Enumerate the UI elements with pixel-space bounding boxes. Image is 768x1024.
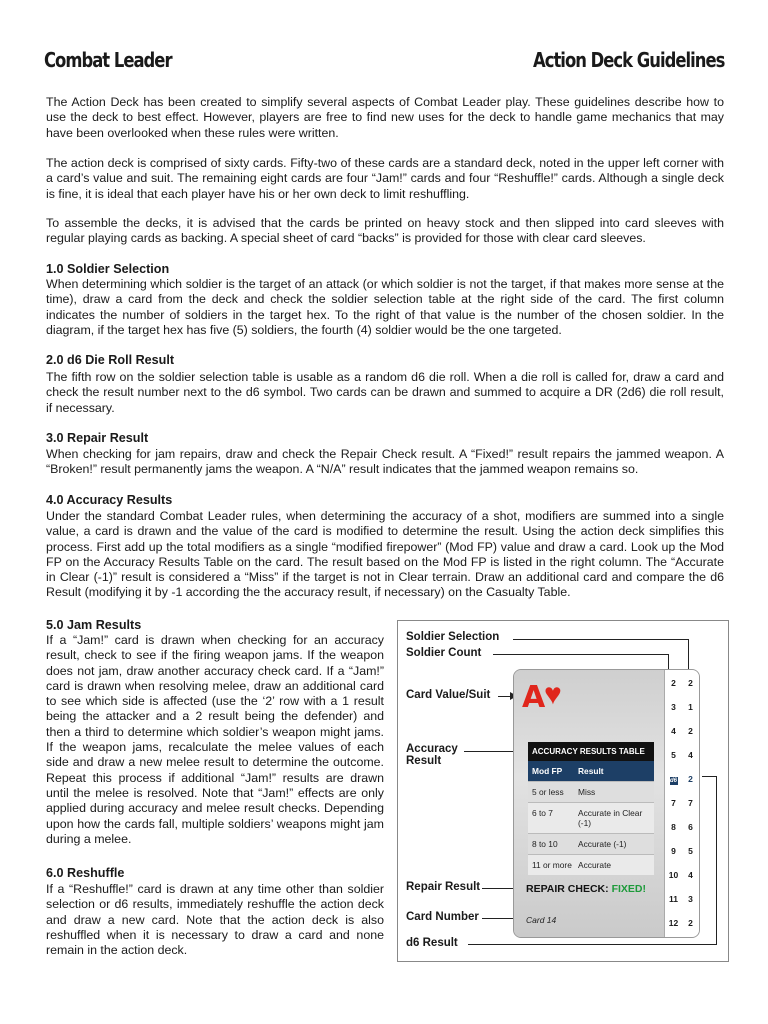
label-card-value-suit: Card Value/Suit <box>406 689 491 701</box>
soldier-selection-table <box>664 670 700 937</box>
d6-row: d6 2 <box>669 774 693 784</box>
label-accuracy-result: Accuracy Result <box>406 743 458 767</box>
intro-paragraph-2: The action deck is comprised of sixty cards. Fifty-two of these cards are a standard deck, noted in the upper left corner with a card’s value and suit. The remaining eight cards are four “Jam!” cards and four “Reshuffle!” cards. Although a single deck is fine, it is ideal that each player have his or her own deck to limit reshuffling. <box>46 156 724 201</box>
section-text-2: The fifth row on the soldier selection table is usable as a random d6 die roll. When a die roll is called for, draw a card and check the result number next to the d6 symbol. Two cards can be drawn and summed to acquire a DR (2d6) die roll result, if necessary. <box>46 370 724 415</box>
d6-die-icon: d6 <box>669 778 677 784</box>
section-heading-3: 3.0 Repair Result <box>46 431 149 445</box>
section-heading-5: 5.0 Jam Results <box>46 618 142 632</box>
intro-paragraph-3: To assemble the decks, it is advised that the cards be printed on heavy stock and then slipped into card sleeves with regular playing cards as backing. A special sheet of card “backs” is provided for those with clear card sleeves. <box>46 216 724 246</box>
section-heading-2: 2.0 d6 Die Roll Result <box>46 353 175 367</box>
page-title-left: Combat Leader <box>44 48 172 72</box>
section-text-1: When determining which soldier is the target of an attack (or which soldier is not the target, if that makes more sense at the time), draw a card from the deck and check the soldier selection table at the right side of the card. The first column indicates the number of soldiers in the target hex. To the right of that value is the number of the chosen soldier. In the diagram, if the target hex has five (5) soldiers, the fourth (4) soldier would be the one targeted. <box>46 277 724 337</box>
repair-check-value: FIXED! <box>611 883 646 895</box>
selection-row: 4 2 <box>671 726 693 736</box>
repair-check: REPAIR CHECK: FIXED! <box>526 883 646 895</box>
intro-paragraph-1: The Action Deck has been created to simplify several aspects of Combat Leader play. These guidelines describe how to use the deck to best effect. However, players are free to find new uses for the deck to handle game mechanics that may have been overlooked when these rules were written. <box>46 95 724 140</box>
label-d6-result: d6 Result <box>406 937 458 949</box>
table-row: 5 or less Miss <box>528 781 654 802</box>
card-number: Card 14 <box>526 915 557 925</box>
section-text-3: When checking for jam repairs, draw and check the Repair Check result. A “Fixed!” result repairs the jammed weapon. A “Broken!” result permanently jams the weapon. A “N/A” result indicates that the jammed weapon remains so. <box>46 447 724 477</box>
section-text-5: If a “Jam!” card is drawn when checking for an accuracy result, check to see if the firing weapon jams. If the weapon does not jam, draw another accuracy check card. If a “Jam!” card is drawn when resolving melee, draw an additional card to see which side is affected (use the ‘2’ row with a 1 result being the attacker and a 2 result being the defender) and then a third to determine which soldier’s weapon might jams. If the weapon jams, recalculate the melee values of each side and draw a new melee result to determine the outcome. Repeat this process if additional “Jam!” results are drawn until the melee is resolved. Note that “Jam!” effects are only applied during accuracy and melee result checks. Depending upon how the cards fall, multiple soldiers’ weapons might jam during a melee. <box>46 633 384 846</box>
selection-row: 5 4 <box>671 750 693 760</box>
section-text-4: Under the standard Combat Leader rules, when determining the accuracy of a shot, modifiers are summed into a single value, a card is drawn and the value of the card is modified to determine the result. Using the action deck simplifies this process. First add up the total modifiers as a single “modified firepower” (Mod FP) value and draw a card. Look up the Mod FP on the Accuracy Results Table on the card. The result based on the Mod FP is listed in the right column. The “Accurate in Clear (-1)” result is considered a “Miss” if the target is not in Clear terrain. Draw an additional card and compare the d6 Result (modifying it by -1 according the the accuracy result, if necessary) on the Casualty Table. <box>46 509 724 600</box>
section-heading-6: 6.0 Reshuffle <box>46 866 125 880</box>
card-value: A <box>522 680 546 715</box>
selection-row: 3 1 <box>671 702 693 712</box>
heart-suit-icon: ♥ <box>544 678 562 711</box>
accuracy-table-header: Mod FP Result <box>528 761 654 781</box>
label-repair-result: Repair Result <box>406 881 481 893</box>
table-row: 6 to 7 Accurate in Clear (-1) <box>528 802 654 833</box>
label-card-number: Card Number <box>406 911 479 923</box>
selection-row: 10 4 <box>668 870 693 880</box>
label-soldier-count: Soldier Count <box>406 647 482 659</box>
selection-row: 11 3 <box>669 894 693 904</box>
selection-row: 9 5 <box>671 846 693 856</box>
selection-row: 12 2 <box>668 918 693 928</box>
section-heading-1: 1.0 Soldier Selection <box>46 262 170 276</box>
selection-row: 8 6 <box>671 822 693 832</box>
section-heading-4: 4.0 Accuracy Results <box>46 493 173 507</box>
selection-row: 2 2 <box>671 678 693 688</box>
page-title-right: Action Deck Guidelines <box>532 48 724 72</box>
accuracy-results-table <box>528 742 654 875</box>
table-row: 8 to 10 Accurate (-1) <box>528 833 654 854</box>
accuracy-table-title: ACCURACY RESULTS TABLE <box>528 742 654 761</box>
action-card-diagram <box>397 620 729 962</box>
selection-row: 7 7 <box>671 798 693 808</box>
table-row: 11 or more Accurate <box>528 854 654 875</box>
accuracy-table-body <box>528 781 654 875</box>
action-card <box>513 669 700 938</box>
section-text-6: If a “Reshuffle!” card is drawn at any time other than soldier selection or d6 results, immediately reshuffle the action deck and draw a new card. Note that the action deck is also reshuffled when it is necessary to draw a card and none remain in the action deck. <box>46 882 384 958</box>
label-soldier-selection: Soldier Selection <box>406 631 500 643</box>
